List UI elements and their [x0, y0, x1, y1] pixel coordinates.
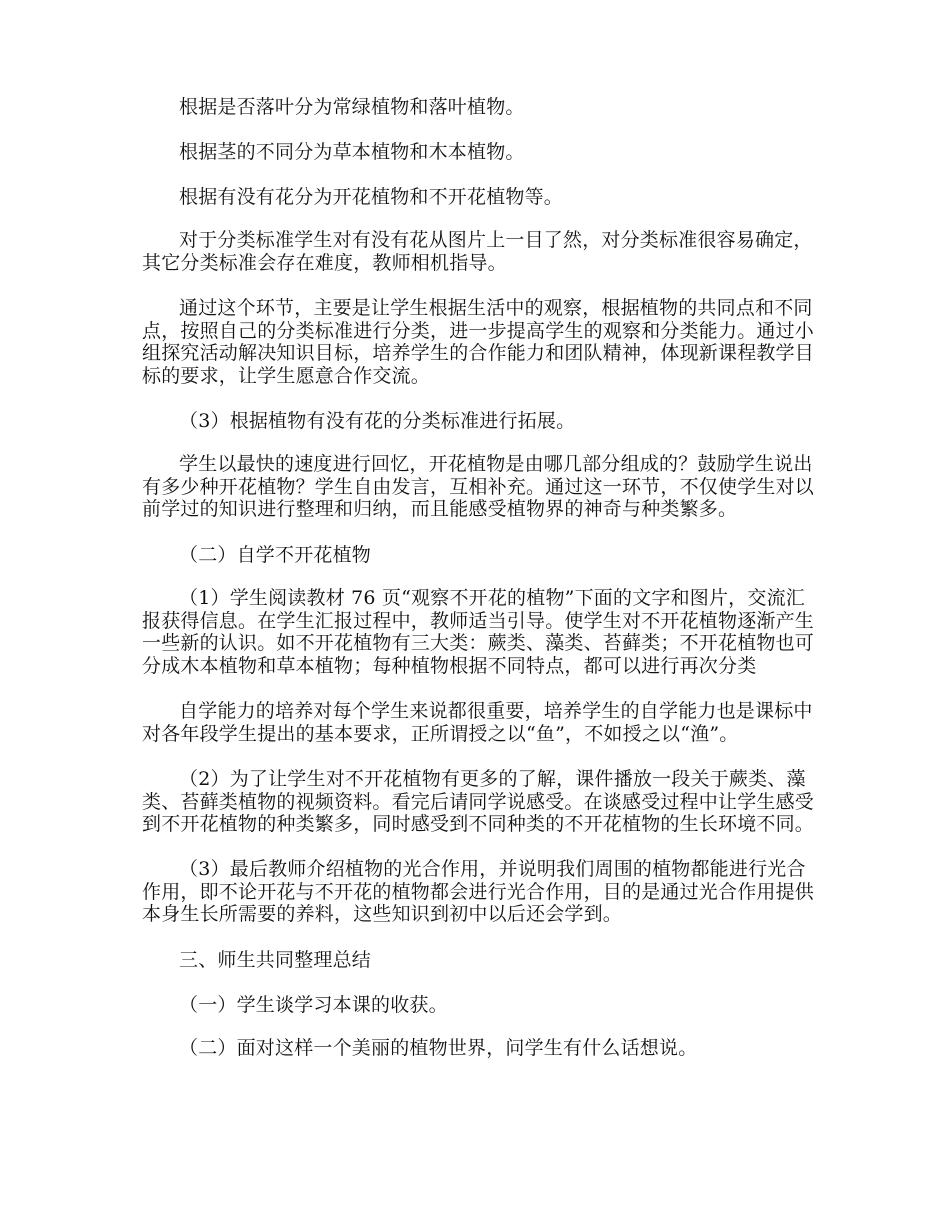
paragraph-evergreen-deciduous: 根据是否落叶分为常绿植物和落叶植物。 [179, 96, 525, 118]
paragraph-classification-standard: 对于分类标准学生对有没有花从图片上一目了然，对分类标准很容易确定，其它分类标准会存在难度，教师相机指导。 [142, 229, 813, 274]
heading-summary: 三、师生共同整理总结 [179, 949, 372, 971]
paragraph-student-harvest: （一）学生谈学习本课的收获。 [179, 994, 448, 1016]
paragraph-flowering-nonflowering: 根据有没有花分为开花植物和不开花植物等。 [179, 186, 564, 208]
paragraph-photosynthesis: （3）最后教师介绍植物的光合作用，并说明我们周围的植物都能进行光合作用，即不论开花与不开花的植物都会进行光合作用，目的是通过光合作用提供本身生长所需要的养料，这些知识到初中以后还会学到。 [142, 858, 815, 925]
paragraph-activity-purpose: 通过这个环节，主要是让学生根据生活中的观察，根据植物的共同点和不同点，按照自己的分类标准进行分类，进一步提高学生的观察和分类能力。通过小组探究活动解决知识目标，培养学生的合作能力和团队精神，体现新课程教学目标的要求，让学生愿意合作交流。 [142, 297, 815, 387]
paragraph-video-material: （2）为了让学生对不开花植物有更多的了解，课件播放一段关于蕨类、藻类、苔藓类植物的视频资料。看完后请同学说感受。在谈感受过程中让学生感受到不开花植物的种类繁多，同时感受到不同种类的不开花植物的生长环境不同。 [142, 768, 815, 835]
paragraph-step-3-expand: （3）根据植物有没有花的分类标准进行拓展。 [179, 410, 576, 432]
heading-self-study-nonflowering: （二）自学不开花植物 [179, 544, 372, 566]
paragraph-self-study-ability: 自学能力的培养对每个学生来说都很重要，培养学生的自学能力也是课标中对各年段学生提出的基本要求，正所谓授之以“鱼”，不如授之以“渔”。 [142, 700, 813, 745]
paragraph-read-textbook: （1）学生阅读教材 76 页“观察不开花的植物”下面的文字和图片，交流汇报获得信息。在学生汇报过程中，教师适当引导。使学生对不开花植物逐渐产生一些新的认识。如不开花植物有三大类：蕨类、藻类、苔藓类；不开花植物也可分成木本植物和草本植物；每种植物根据不同特点，都可以进行再次分类 [142, 587, 815, 677]
paragraph-herbaceous-woody: 根据茎的不同分为草本植物和木本植物。 [179, 141, 525, 163]
paragraph-student-words: （二）面对这样一个美丽的植物世界，问学生有什么话想说。 [179, 1037, 698, 1059]
paragraph-recall-flowering-plants: 学生以最快的速度进行回忆，开花植物是由哪几部分组成的？鼓励学生说出有多少种开花植物？学生自由发言，互相补充。通过这一环节，不仅使学生对以前学过的知识进行整理和归纳，而且能感受植物界的神奇与种类繁多。 [142, 453, 815, 520]
